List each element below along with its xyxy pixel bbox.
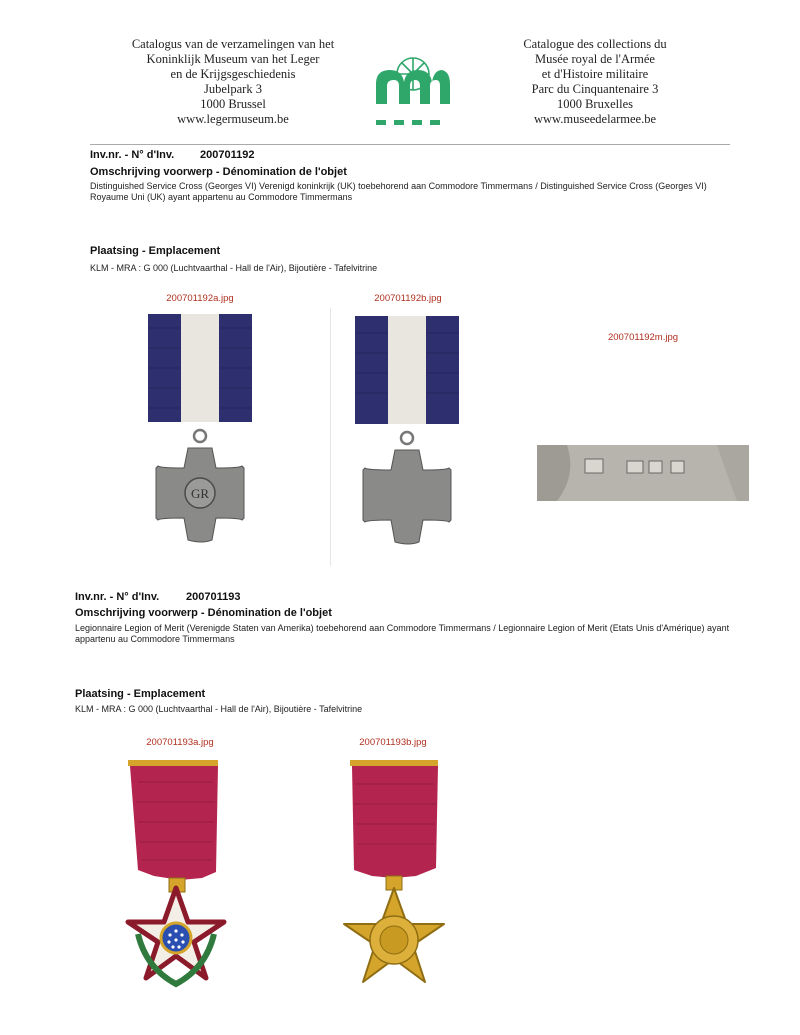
- svg-text:GR: GR: [190, 486, 210, 501]
- header-divider: [90, 144, 730, 145]
- inv-label: Inv.nr. - N° d'Inv.: [75, 591, 160, 603]
- image-filename[interactable]: 200701193a.jpg: [146, 737, 214, 748]
- medal-image-dsc-obverse[interactable]: [140, 308, 260, 558]
- image-filename[interactable]: 200701192a.jpg: [166, 293, 234, 304]
- medal-image-dsc-reverse[interactable]: [330, 308, 480, 566]
- header-right-line: Musée royal de l'Armée: [535, 52, 655, 66]
- header-left-line: en de Krijgsgeschiedenis: [170, 67, 296, 81]
- medal-image-lom-obverse[interactable]: [118, 752, 242, 1007]
- header-left-line[interactable]: www.legermuseum.be: [177, 112, 289, 126]
- header-left-line: Catalogus van de verzamelingen van het: [131, 37, 335, 51]
- header-right-line: et d'Histoire militaire: [541, 67, 649, 81]
- header-right-line: 1000 Bruxelles: [556, 97, 634, 111]
- medal-image-hallmark[interactable]: [537, 445, 749, 501]
- header-left-line: Jubelpark 3: [204, 82, 262, 96]
- museum-logo: [372, 54, 454, 130]
- description-label: Omschrijving voorwerp - Dénomination de l'objet: [75, 607, 332, 619]
- header-right-line[interactable]: www.museedelarmee.be: [533, 112, 657, 126]
- inv-number: 200701192: [200, 149, 255, 161]
- image-filename[interactable]: 200701192b.jpg: [374, 293, 442, 304]
- placement-label: Plaatsing - Emplacement: [75, 688, 206, 700]
- image-filename[interactable]: 200701193b.jpg: [359, 737, 427, 748]
- inv-label: Inv.nr. - N° d'Inv.: [90, 149, 175, 161]
- header-left-line: 1000 Brussel: [200, 97, 266, 111]
- header-left-line: Koninklijk Museum van het Leger: [146, 52, 320, 66]
- placement-label: Plaatsing - Emplacement: [90, 245, 221, 257]
- medal-image-lom-reverse[interactable]: [332, 752, 456, 1007]
- header-right: [480, 37, 710, 127]
- image-filename[interactable]: 200701192m.jpg: [607, 332, 679, 343]
- description-text: Distinguished Service Cross (Georges VI) Verenigd koninkrijk (UK) toebehorend aan Commodore Timmermans / Distinguished Service Cross (Georges VI) Royaume Uni (UK) ayant appartenu au Commodore Timmermans: [90, 181, 707, 202]
- description-label: Omschrijving voorwerp - Dénomination de l'objet: [90, 166, 347, 178]
- header-left: [118, 37, 348, 127]
- inv-number: 200701193: [186, 591, 241, 603]
- header-right-line: Catalogue des collections du: [523, 37, 667, 51]
- description-text: Legionnaire Legion of Merit (Verenigde Staten van Amerika) toebehorend aan Commodore Timmermans / Legionnaire Legion of Merit (Etats Unis d'Amérique) ayant appartenu au Commodore Timmermans: [75, 623, 730, 644]
- placement-text: KLM - MRA : G 000 (Luchtvaarthal - Hall de l'Air), Bijoutière - Tafelvitrine: [75, 704, 363, 714]
- placement-text: KLM - MRA : G 000 (Luchtvaarthal - Hall de l'Air), Bijoutière - Tafelvitrine: [90, 263, 378, 273]
- header-right-line: Parc du Cinquantenaire 3: [531, 82, 659, 96]
